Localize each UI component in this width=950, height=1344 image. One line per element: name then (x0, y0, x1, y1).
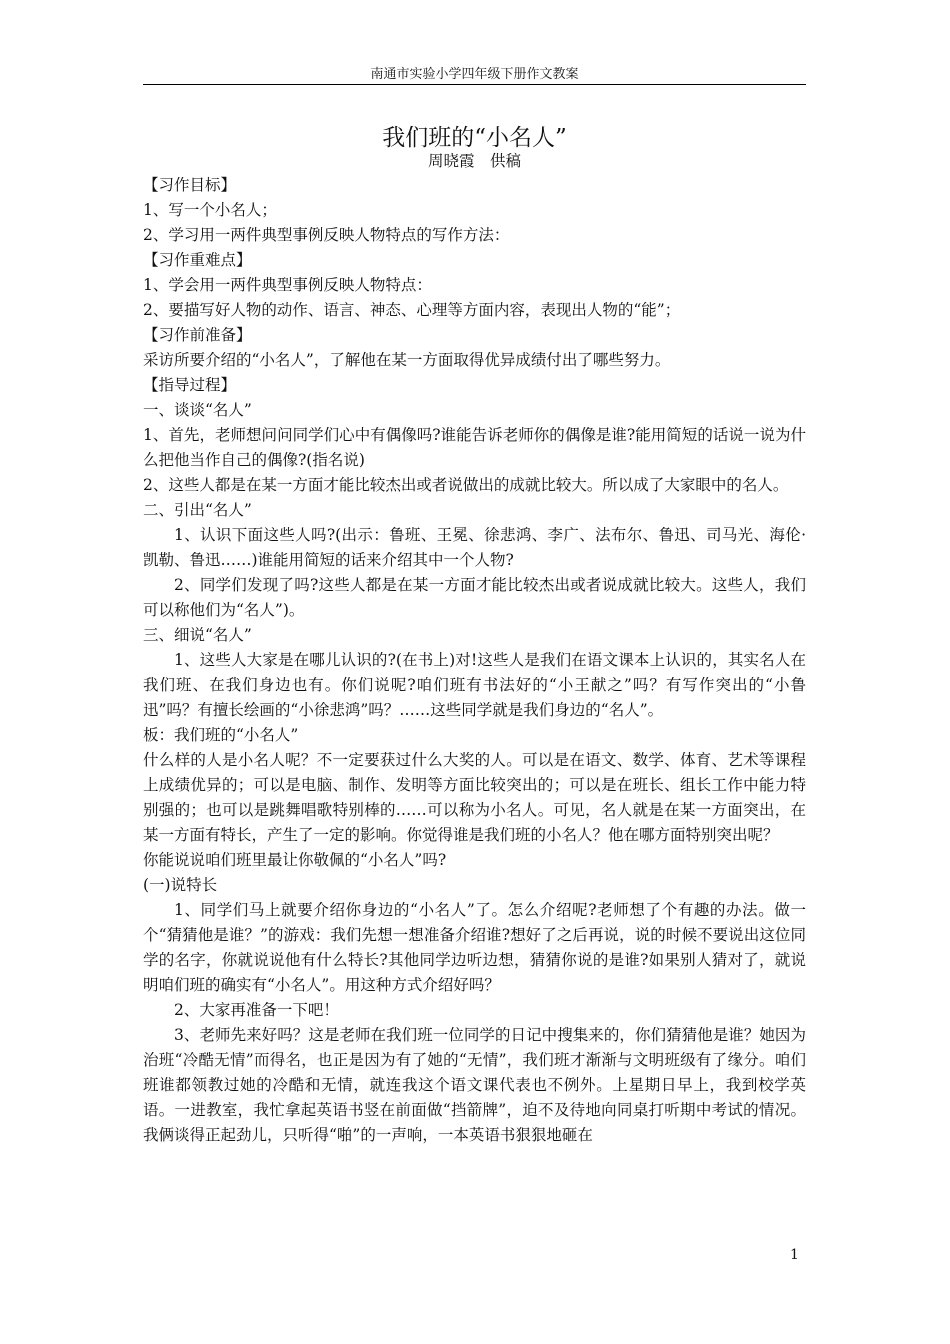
paragraph: 2、大家再准备一下吧！ (174, 1001, 339, 1019)
paragraph: 1、学会用一两件典型事例反映人物特点： (143, 276, 432, 294)
paragraph: 【习作前准备】 (143, 326, 252, 344)
paragraph: 2、这些人都是在某一方面才能比较杰出或者说做出的成就比较大。所以成了大家眼中的名人。 (143, 476, 789, 494)
paragraph: 2、学习用一两件典型事例反映人物特点的写作方法： (143, 226, 510, 244)
paragraph: 1、认识下面这些人吗?(出示：鲁班、王冕、徐悲鸿、李广、法布尔、鲁迅、司马光、海伦·凯勒、鲁迅……)谁能用简短的话来介绍其中一个人物? (143, 526, 806, 569)
paragraph: 【指导过程】 (143, 376, 237, 394)
paragraph: (一)说特长 (143, 876, 218, 894)
paragraph: 2、同学们发现了吗?这些人都是在某一方面才能比较杰出或者说成就比较大。这些人，我们可以称他们为“名人”)。 (143, 576, 806, 619)
paragraph: 你能说说咱们班里最让你敬佩的“小名人”吗? (143, 851, 447, 869)
paragraph: 1、同学们马上就要介绍你身边的“小名人”了。怎么介绍呢?老师想了个有趣的办法。做一个“猜猜他是谁？”的游戏：我们先想一想准备介绍谁?想好了之后再说，说的时候不要说出这位同学的名字，你就说说他有什么特长?其他同学边听边想，猜猜你说的是谁?如果别人猜对了，就说明咱们班的确实有“小名人”。用这种方式介绍好吗？ (143, 901, 806, 994)
paragraph: 采访所要介绍的“小名人”，了解他在某一方面取得优异成绩付出了哪些努力。 (143, 351, 671, 369)
paragraph: 板：我们班的“小名人” (143, 726, 299, 744)
page-header: 南通市实验小学四年级下册作文教案 (370, 67, 579, 82)
paragraph: 2、要描写好人物的动作、语言、神态、心理等方面内容，表现出人物的“能”； (143, 301, 681, 319)
paragraph: 1、这些人大家是在哪儿认识的?(在书上)对!这些人是我们在语文课本上认识的，其实名人在我们班、在我们身边也有。你们说呢?咱们班有书法好的“小王献之”吗？有写作突出的“小鲁迅”吗？有擅长绘画的“小徐悲鸿”吗？……这些同学就是我们身边的“名人”。 (143, 651, 806, 719)
author-line: 周晓霞 供稿 (427, 152, 521, 170)
paragraph: 一、谈谈“名人” (143, 401, 252, 419)
paragraph: 1、首先，老师想问问同学们心中有偶像吗?谁能告诉老师你的偶像是谁?能用简短的话说一说为什么把他当作自己的偶像?(指名说) (143, 426, 806, 469)
paragraph: 什么样的人是小名人呢？不一定要获过什么大奖的人。可以是在语文、数学、体育、艺术等课程上成绩优异的；可以是电脑、制作、发明等方面比较突出的；可以是在班长、组长工作中能力特别强的；也可以是跳舞唱歌特别棒的……可以称为小名人。可见，名人就是在某一方面突出，在某一方面有特长，产生了一定的影响。你觉得谁是我们班的小名人？他在哪方面特别突出呢？ (143, 751, 806, 844)
paragraph: 1、写一个小名人； (143, 201, 277, 219)
header-rule (143, 84, 806, 85)
paragraph: 三、细说“名人” (143, 626, 252, 644)
paragraph: 【习作重难点】 (143, 251, 252, 269)
page-number: 1 (790, 1247, 799, 1263)
paragraph: 【习作目标】 (143, 176, 237, 194)
paragraph: 3、老师先来好吗？这是老师在我们班一位同学的日记中搜集来的，你们猜猜他是谁？她因为治班“冷酷无情”而得名，也正是因为有了她的“无情”，我们班才渐渐与文明班级有了缘分。咱们班谁都领教过她的冷酷和无情，就连我这个语文课代表也不例外。上星期日早上，我到校学英语。一进教室，我忙拿起英语书竖在前面做“挡箭牌”，迫不及待地向同桌打听期中考试的情况。我俩谈得正起劲儿，只听得“啪”的一声响，一本英语书狠狠地砸在 (143, 1026, 806, 1144)
paragraph: 二、引出“名人” (143, 501, 252, 519)
document-body (143, 173, 806, 1148)
document-title: 我们班的“小名人” (382, 125, 567, 151)
